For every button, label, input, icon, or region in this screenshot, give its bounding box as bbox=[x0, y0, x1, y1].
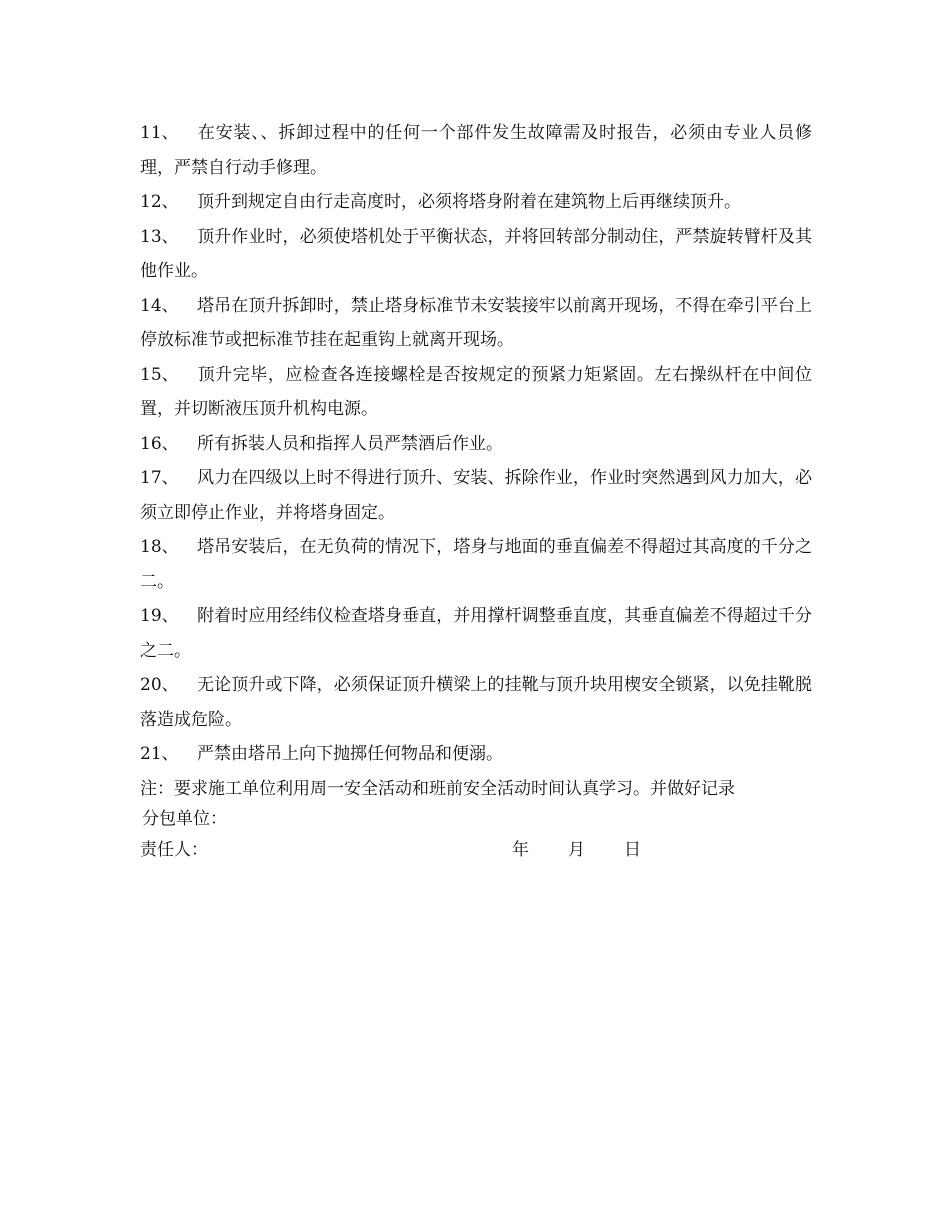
item-text: 严禁由塔吊上向下抛掷任何物品和便溺。 bbox=[197, 744, 503, 764]
item-number: 21、 bbox=[140, 744, 179, 764]
list-item bbox=[140, 461, 812, 530]
date-day-label: 日 bbox=[624, 839, 641, 860]
list-item bbox=[140, 427, 812, 462]
list-item bbox=[140, 530, 812, 599]
list-item bbox=[140, 116, 812, 185]
item-text: 所有拆装人员和指挥人员严禁酒后作业。 bbox=[197, 433, 503, 454]
item-number: 12、 bbox=[140, 192, 179, 212]
list-item bbox=[140, 185, 812, 220]
item-number: 17、 bbox=[140, 468, 179, 488]
item-number: 11、 bbox=[140, 123, 179, 143]
item-number: 15、 bbox=[140, 364, 179, 385]
item-number: 16、 bbox=[140, 433, 179, 454]
list-item bbox=[140, 289, 812, 358]
item-text: 风力在四级以上时不得进行顶升、安装、拆除作业，作业时突然遇到风力加大，必须立即停止作业，并将塔身固定。 bbox=[140, 468, 812, 523]
document-content bbox=[140, 116, 812, 868]
responsible-person-label: 责任人： bbox=[140, 839, 208, 860]
item-text: 无论顶升或下降，必须保证顶升横梁上的挂靴与顶升块用楔安全锁紧，以免挂靴脱落造成危险。 bbox=[140, 675, 812, 730]
signature-row bbox=[140, 832, 812, 868]
item-number: 14、 bbox=[140, 295, 179, 316]
item-number: 19、 bbox=[140, 606, 179, 626]
item-text: 附着时应用经纬仪检查塔身垂直，并用撑杆调整垂直度，其垂直偏差不得超过千分之二。 bbox=[140, 606, 812, 661]
list-item bbox=[140, 668, 812, 737]
item-text: 塔吊安装后，在无负荷的情况下，塔身与地面的垂直偏差不得超过其高度的千分之二。 bbox=[140, 537, 812, 592]
item-text: 顶升完毕，应检查各连接螺栓是否按规定的预紧力矩紧固。左右操纵杆在中间位置，并切断液压顶升机构电源。 bbox=[140, 364, 812, 419]
item-text: 顶升作业时，必须使塔机处于平衡状态，并将回转部分制动住，严禁旋转臂杆及其他作业。 bbox=[140, 226, 812, 281]
date-field bbox=[512, 832, 641, 868]
item-text: 顶升到规定自由行走高度时，必须将塔身附着在建筑物上后再继续顶升。 bbox=[197, 192, 741, 212]
list-item bbox=[140, 737, 812, 772]
list-item bbox=[140, 220, 812, 289]
date-month-label: 月 bbox=[568, 839, 585, 860]
subcontractor-label: 分包单位： bbox=[142, 808, 227, 829]
list-item bbox=[140, 358, 812, 427]
item-text: 塔吊在顶升拆卸时，禁止塔身标准节未安装接牢以前离开现场，不得在牵引平台上停放标准节或把标准节挂在起重钩上就离开现场。 bbox=[140, 295, 812, 350]
item-text: 在安装、、拆卸过程中的任何一个部件发生故障需及时报告，必须由专业人员修理，严禁自行动手修理。 bbox=[140, 123, 812, 178]
study-note: 注：要求施工单位利用周一安全活动和班前安全活动时间认真学习。并做好记录 bbox=[140, 778, 735, 799]
list-item bbox=[140, 599, 812, 668]
item-number: 13、 bbox=[140, 226, 179, 247]
date-year-label: 年 bbox=[512, 839, 529, 860]
item-number: 18、 bbox=[140, 537, 179, 557]
item-number: 20、 bbox=[140, 675, 179, 695]
